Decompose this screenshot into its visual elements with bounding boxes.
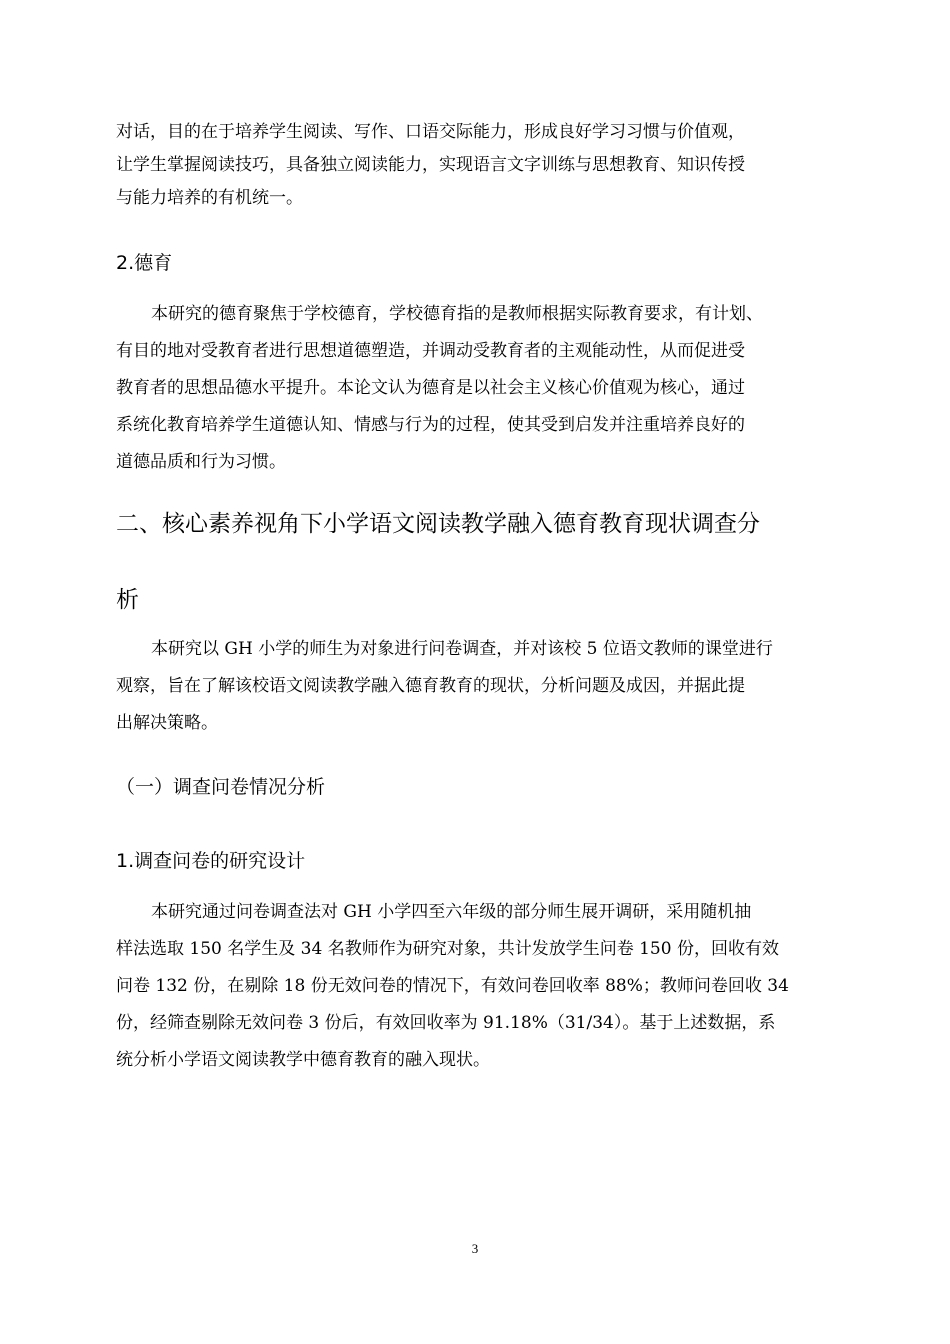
paragraph-line: 教育者的思想品德水平提升。本论文认为德育是以社会主义核心价值观为核心，通过 — [116, 378, 745, 398]
paragraph-line: 系统化教育培养学生道德认知、情感与行为的过程，使其受到启发并注重培养良好的 — [116, 415, 745, 435]
paragraph-line: 让学生掌握阅读技巧，具备独立阅读能力，实现语言文字训练与思想教育、知识传授 — [116, 155, 745, 175]
paragraph-line: 样法选取 150 名学生及 34 名教师作为研究对象，共计发放学生问卷 150 份，回收有效 — [116, 939, 779, 959]
subsection-heading: （一）调查问卷情况分析 — [116, 776, 326, 798]
paragraph-line: 对话，目的在于培养学生阅读、写作、口语交际能力，形成良好学习习惯与价值观， — [116, 122, 745, 142]
paragraph-line: 本研究的德育聚焦于学校德育，学校德育指的是教师根据实际教育要求，有计划、 — [151, 304, 763, 324]
paragraph-line: 本研究通过问卷调查法对 GH 小学四至六年级的部分师生展开调研，采用随机抽 — [151, 902, 752, 922]
paragraph-line: 观察，旨在了解该校语文阅读教学融入德育教育的现状，分析问题及成因，并据此提 — [116, 676, 745, 696]
page-number: 3 — [471, 1241, 479, 1256]
paragraph-line: 本研究以 GH 小学的师生为对象进行问卷调查，并对该校 5 位语文教师的课堂进行 — [151, 639, 773, 659]
heading-moral-education: 2.德育 — [116, 252, 173, 274]
paragraph-line: 问卷 132 份，在剔除 18 份无效问卷的情况下，有效问卷回收率 88%；教师问卷回收 34 — [116, 976, 789, 996]
sub-subsection-heading: 1.调查问卷的研究设计 — [116, 850, 306, 872]
paragraph-line: 份，经筛查剔除无效问卷 3 份后，有效回收率为 91.18%（31/34）。基于上述数据，系 — [116, 1013, 776, 1033]
paragraph-line: 出解决策略。 — [116, 713, 218, 733]
paragraph-line: 道德品质和行为习惯。 — [116, 452, 286, 472]
section-heading: 二、核心素养视角下小学语文阅读教学融入德育教育现状调查分 — [116, 511, 760, 537]
paragraph-line: 与能力培养的有机统一。 — [116, 188, 303, 208]
section-heading-continuation: 析 — [116, 587, 139, 613]
paragraph-line: 统分析小学语文阅读教学中德育教育的融入现状。 — [116, 1050, 490, 1070]
paragraph-line: 有目的地对受教育者进行思想道德塑造，并调动受教育者的主观能动性，从而促进受 — [116, 341, 745, 361]
